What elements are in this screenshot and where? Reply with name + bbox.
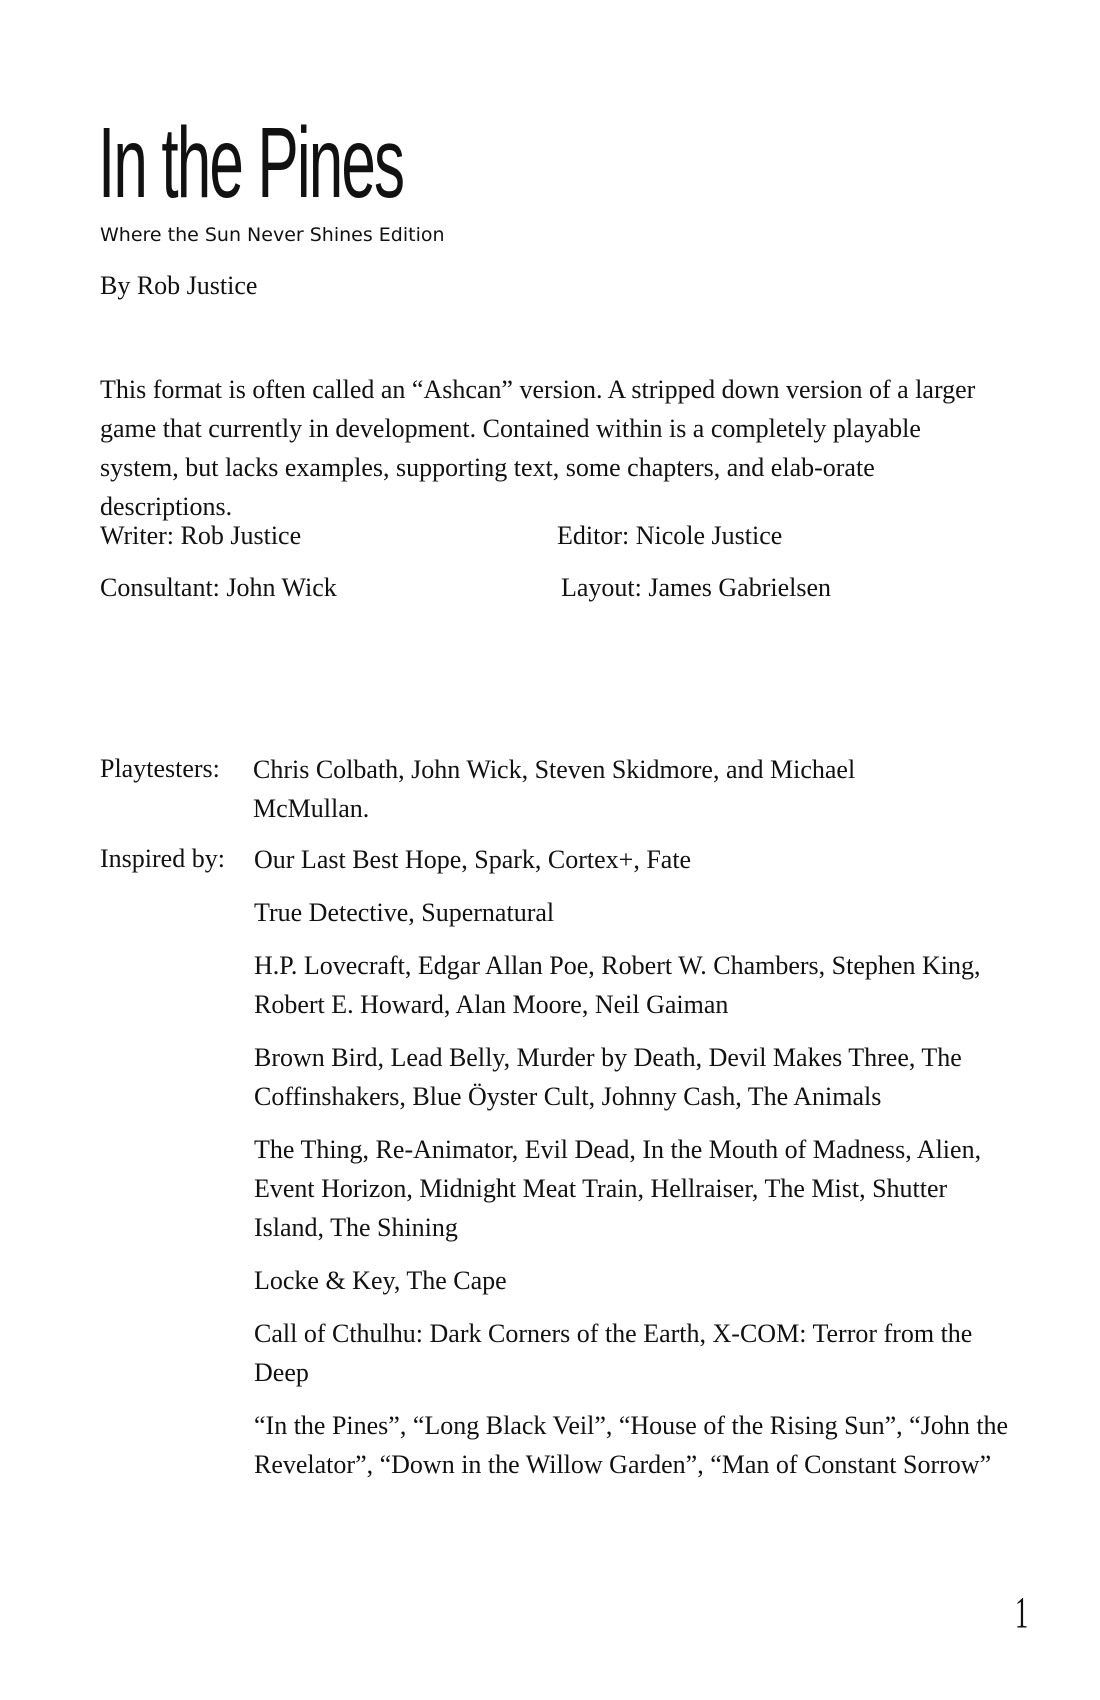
inspired-item: “In the Pines”, “Long Black Veil”, “House of the Rising Sun”, “John the Revelator”, “Down in the Willow Garden”, “Man of Constant Sorrow” (254, 1411, 1009, 1479)
editor-credit: Editor: Nicole Justice (557, 521, 783, 550)
document-title: In the Pines (98, 107, 404, 219)
inspired-label: Inspired by: (100, 844, 225, 873)
inspired-item: Locke & Key, The Cape (254, 1266, 507, 1295)
intro-paragraph: This format is often called an “Ashcan” version. A stripped down version of a larger game that currently in development. Contained within is a completely playable system, but lacks examples, supporting text, some chapters, and elab-orate descriptions. (100, 375, 976, 521)
inspired-item: The Thing, Re-Animator, Evil Dead, In the Mouth of Madness, Alien, Event Horizon, Midnight Meat Train, Hellraiser, The Mist, Shutter Island, The Shining (254, 1135, 982, 1242)
document-subtitle: Where the Sun Never Shines Edition (100, 224, 445, 246)
layout-credit: Layout: James Gabrielsen (561, 573, 832, 602)
inspired-item: True Detective, Supernatural (254, 898, 555, 927)
consultant-credit: Consultant: John Wick (100, 573, 337, 602)
playtesters-label: Playtesters: (100, 754, 220, 783)
inspired-item: Brown Bird, Lead Belly, Murder by Death, Devil Makes Three, The Coffinshakers, Blue Öyster Cult, Johnny Cash, The Animals (254, 1043, 962, 1111)
playtesters-list: Chris Colbath, John Wick, Steven Skidmore, and Michael McMullan. (253, 755, 856, 823)
writer-credit: Writer: Rob Justice (100, 521, 302, 550)
inspired-item: Call of Cthulhu: Dark Corners of the Earth, X-COM: Terror from the Deep (254, 1319, 973, 1387)
inspired-list (254, 840, 1014, 1498)
inspired-item: Our Last Best Hope, Spark, Cortex+, Fate (254, 845, 692, 874)
inspired-item: H.P. Lovecraft, Edgar Allan Poe, Robert W. Chambers, Stephen King, Robert E. Howard, Alan Moore, Neil Gaiman (254, 951, 981, 1019)
page-number: 1 (1015, 1588, 1029, 1637)
byline: By Rob Justice (100, 271, 258, 300)
